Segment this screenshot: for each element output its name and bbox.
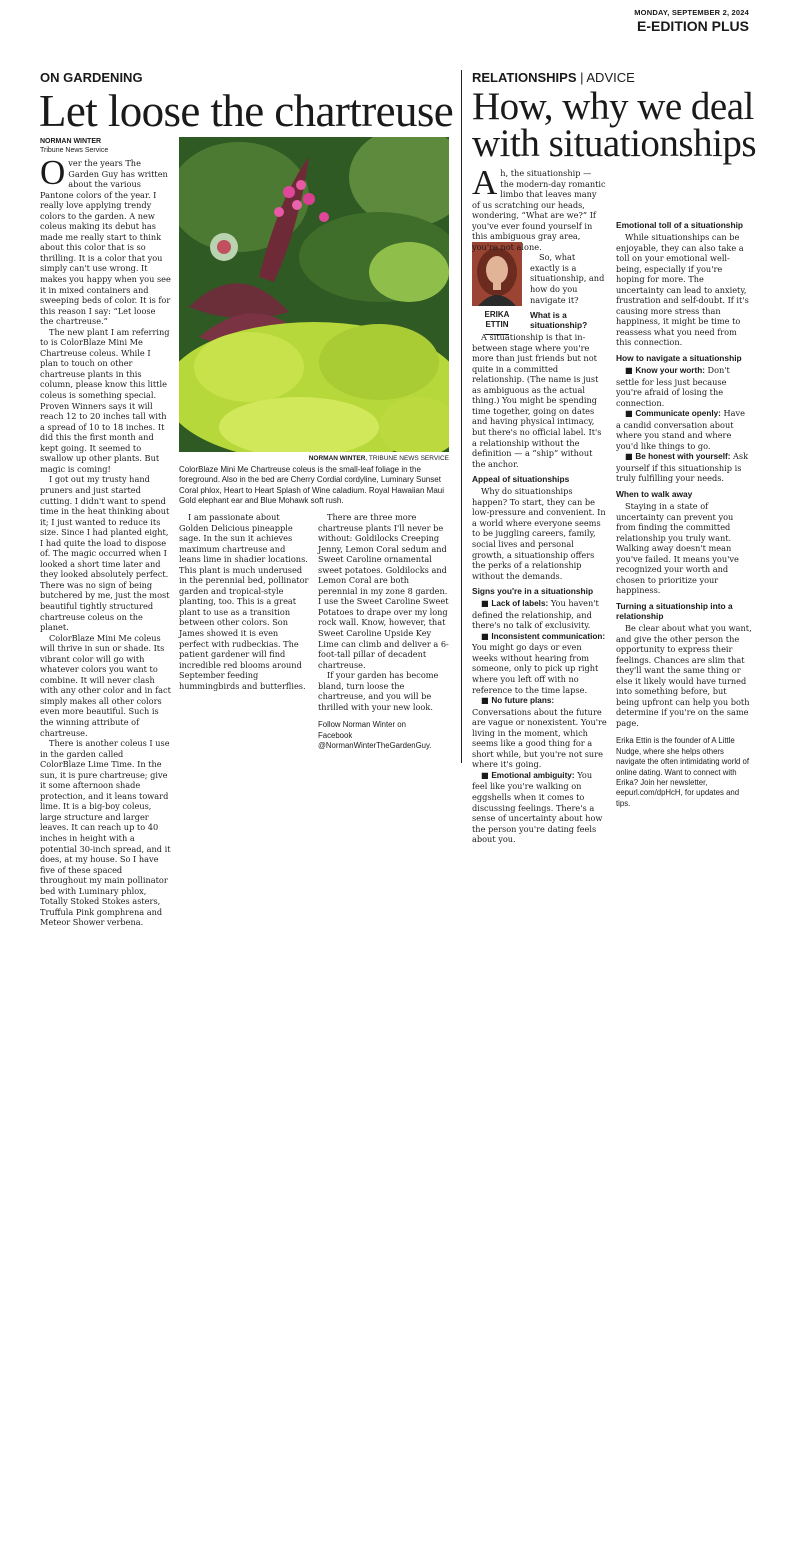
coleus-garden-photo [179, 137, 449, 452]
photo-credit-service: , TRIBUNE NEWS SERVICE [365, 455, 449, 462]
sign-item: ■ Lack of labels: You haven't defined the relationship, and there's no talk of exclusivity. [472, 598, 599, 631]
photo-credit [179, 455, 449, 462]
navigate-item: ■ Communicate openly: Have a candid conversation about where you stand and where you'd like things to go. [616, 408, 745, 451]
relationships-headline: How, why we deal with situationships [472, 85, 757, 165]
relationships-column-1 [472, 163, 607, 845]
gardening-paragraph-6: I am passionate about Golden Delicious pineapple sage. In the sun it achieves maximum chartreuse and leans lime in shadier locations. This plant is much underused in the perennial bed, pollinator garden and tropical-style planting, too. This is a great plant to use as a transition between other colors. Son James showed it is even perfect with rudbeckias. The patient gardener will find incredible red blooms around September feeding hummingbirds and butterflies. [179, 512, 309, 691]
drop-cap: A [472, 163, 498, 202]
column-divider [461, 70, 462, 763]
gardening-column-3 [318, 512, 449, 752]
photo-caption: ColorBlaze Mini Me Chartreuse coleus is the small-leaf foliage in the foreground. Also in the bed are Cherry Cordial cordyline, Luminary Sunset Coral phlox, Heart to Heart Splash of Wine caladium. Royal Hawaiian Maui Gold elephant ear and Blue Mohawk soft rush. [179, 465, 445, 506]
relationships-column-2 [616, 168, 752, 809]
gardening-paragraph-1: Over the years The Garden Guy has written about the various Pantone colors of the year. I really love applying trendy colors to the garden. A new coleus making its debut has made me really start to think about this color that is so thrilling. It is a color that you simply can't use wrong. It makes you happy when you see it in mixed containers and sweeping beds of color. It is for this reason I say: “Let loose the chartreuse.” [40, 153, 171, 327]
masthead [634, 8, 749, 34]
edition-date: MONDAY, SEPTEMBER 2, 2024 [634, 8, 749, 17]
gardening-column-2 [179, 512, 309, 691]
paragraph-appeal: Why do situationships happen? To start, they can be low-pressure and convenient. In a world where everyone seems to be juggling careers, family, social lives and personal growth, a situationship offers the perks of a relationship without the demands. [472, 486, 606, 581]
gardening-paragraph-8: If your garden has become bland, turn loose the chartreuse, and you will be thrilled with your new look. [318, 670, 439, 712]
heading-navigate: How to navigate a situationship [616, 353, 742, 364]
paragraph-turning: Be clear about what you want, and give the other person the opportunity to express their feelings. Chances are slim that they'll want the same thing or else it likely would have turned into something before, but being upfront can help you both determine if you're on the same page. [616, 622, 752, 728]
heading-what: What is a situationship? [530, 310, 588, 331]
sign-item: ■ Inconsistent communication: You might go days or even weeks without hearing from someone, only to pick up right where you left off with no reference to the time lapse. [472, 630, 606, 695]
edition-name: E-EDITION PLUS [636, 18, 749, 34]
gardening-headline: Let loose the chartreuse [39, 86, 454, 136]
sign-item: ■ No future plans: Conversations about the future are vague or nonexistent. You're living in the moment, which seems like a good thing for a short while, but you're not sure where it's going. [472, 695, 607, 770]
relationships-intro: Ah, the situationship — the modern-day romantic limbo that leaves many of us scratching our heads, wondering, “What are we?” If you've ever found yourself in this ambiguous gray area, you're not alone. [472, 163, 606, 252]
photo-credit-name: NORMAN WINTER [308, 455, 366, 462]
heading-signs: Signs you're in a situationship [472, 586, 594, 597]
paragraph-walk-away: Staying in a state of uncertainty can prevent you from finding the committed relationship you truly want. Walking away doesn't mean you've failed. It means you've recognized your worth and chosen to prioritize your happiness. [616, 501, 739, 596]
paragraph-what: A situationship is that in-between stage where you're more than just friends but not quite in a committed relationship. (The name is just as ambiguous as the actual thing.) You might be spending time together, going on dates and having physical intimacy, but there's no official label. It's a relationship without the definition — a “ship” without the anchor. [472, 332, 602, 469]
author-bio: Erika Ettin is the founder of A Little Nudge, where she helps others navigate the often intimidating world of online dating. Want to connect with Erika? Join her newsletter, eepurl.com/dpHcH, for updates and tips. [616, 736, 750, 808]
byline [40, 137, 171, 155]
author-name: NORMAN WINTER [40, 138, 102, 145]
headshot-caption: ERIKA ETTIN [472, 310, 522, 335]
gardening-paragraph-7: There are three more chartreuse plants I'll never be without: Goldilocks Creeping Jenny, Lemon Coral sedum and Sweet Caroline ornamental sweet potatoes. Goldilocks and Lemon Coral are both perennial in my zone 8 garden. I use the Sweet Caroline Sweet Potatoes to drape over my long rock wall. Know, however, that Sweet Caroline Upside Key Lime can climb and deliver a 6-foot-tall pillar of decadent chartreuse. [318, 512, 449, 670]
gardening-paragraph-5: There is another coleus I use in the garden called ColorBlaze Lime Time. In the sun, it is pure chartreuse; give it some afternoon shade protection, and it leans toward lime. It is a big-boy coleus, large structure and larger leaves. It can reach up to 40 inches in height with a potential 30-inch spread, and it does, at my house. So I have five of these spaced throughout my main pollinator bed with Luminary phlox, Totally Stoked Stokes asters, Truffula Pink gomphrena and Meteor Shower verbena. [40, 738, 171, 928]
gardening-paragraph-4: ColorBlaze Mini Me coleus will thrive in sun or shade. Its vibrant color will go with whatever colors you want to combine. It will never clash with any other color and in fact simply makes all other colors even more beautiful. Such is the winning attribute of chartreuse. [40, 632, 171, 738]
sign-item: ■ Emotional ambiguity: You feel like you're walking on eggshells when it comes to discussing feelings. There's a sense of uncertainty about how the person you're dating feels about you. [472, 769, 603, 845]
navigate-item: ■ Know your worth: Don't settle for less just because you're afraid of losing the connection. [616, 365, 730, 408]
heading-walk-away: When to walk away [616, 489, 693, 500]
relationships-intro-2: So, what exactly is a situationship, and how do you navigate it? [530, 252, 605, 305]
paragraph-toll: While situationships can be enjoyable, they can also take a toll on your emotional well-being, especially if you're hoping for more. The uncertainty can lead to anxiety, frustration and self-doubt. If it's causing more stress than happiness, it might be time to reassess what you need from this connection. [616, 232, 749, 348]
gardening-kicker: ON GARDENING [40, 70, 143, 85]
follow-note: Follow Norman Winter on Facebook @NormanWinterTheGardenGuy. [318, 720, 432, 751]
heading-turning: Turning a situationship into a relationship [616, 600, 733, 621]
relationships-kicker: RELATIONSHIPS | ADVICE [472, 70, 635, 85]
gardening-paragraph-3: I got out my trusty hand pruners and just started cutting. I didn't want to spend time in the heat thinking about it; I just wanted to reduce its size. Since I had planted eight, I had quite the load to dispose of. The magic occurred when I looked a short time later and they looked absolutely perfect. There was no sign of being butchered by me, just the most beautiful tightly structured chartreuse coleus on the planet. [40, 474, 170, 633]
news-service: Tribune News Service [40, 147, 109, 154]
coleus-garden-illustration [179, 137, 449, 452]
gardening-column-1 [40, 137, 171, 928]
gardening-paragraph-2: The new plant I am referring to is ColorBlaze Mini Me Chartreuse coleus. While I plan to touch on other chartreuse plants in this column, please know this little coleus is something special. Proven Winners says it will reach 12 to 20 inches tall with a spread of 10 to 18 inches. It did this the first month and kept going. It seemed to swallow up other plants. But magic is coming! [40, 326, 170, 474]
navigate-item: ■ Be honest with yourself: Ask yourself if this situationship is truly fulfilling your needs. [616, 451, 749, 484]
heading-appeal: Appeal of situationships [472, 474, 570, 485]
drop-cap: O [40, 153, 66, 192]
heading-toll: Emotional toll of a situationship [616, 220, 744, 230]
